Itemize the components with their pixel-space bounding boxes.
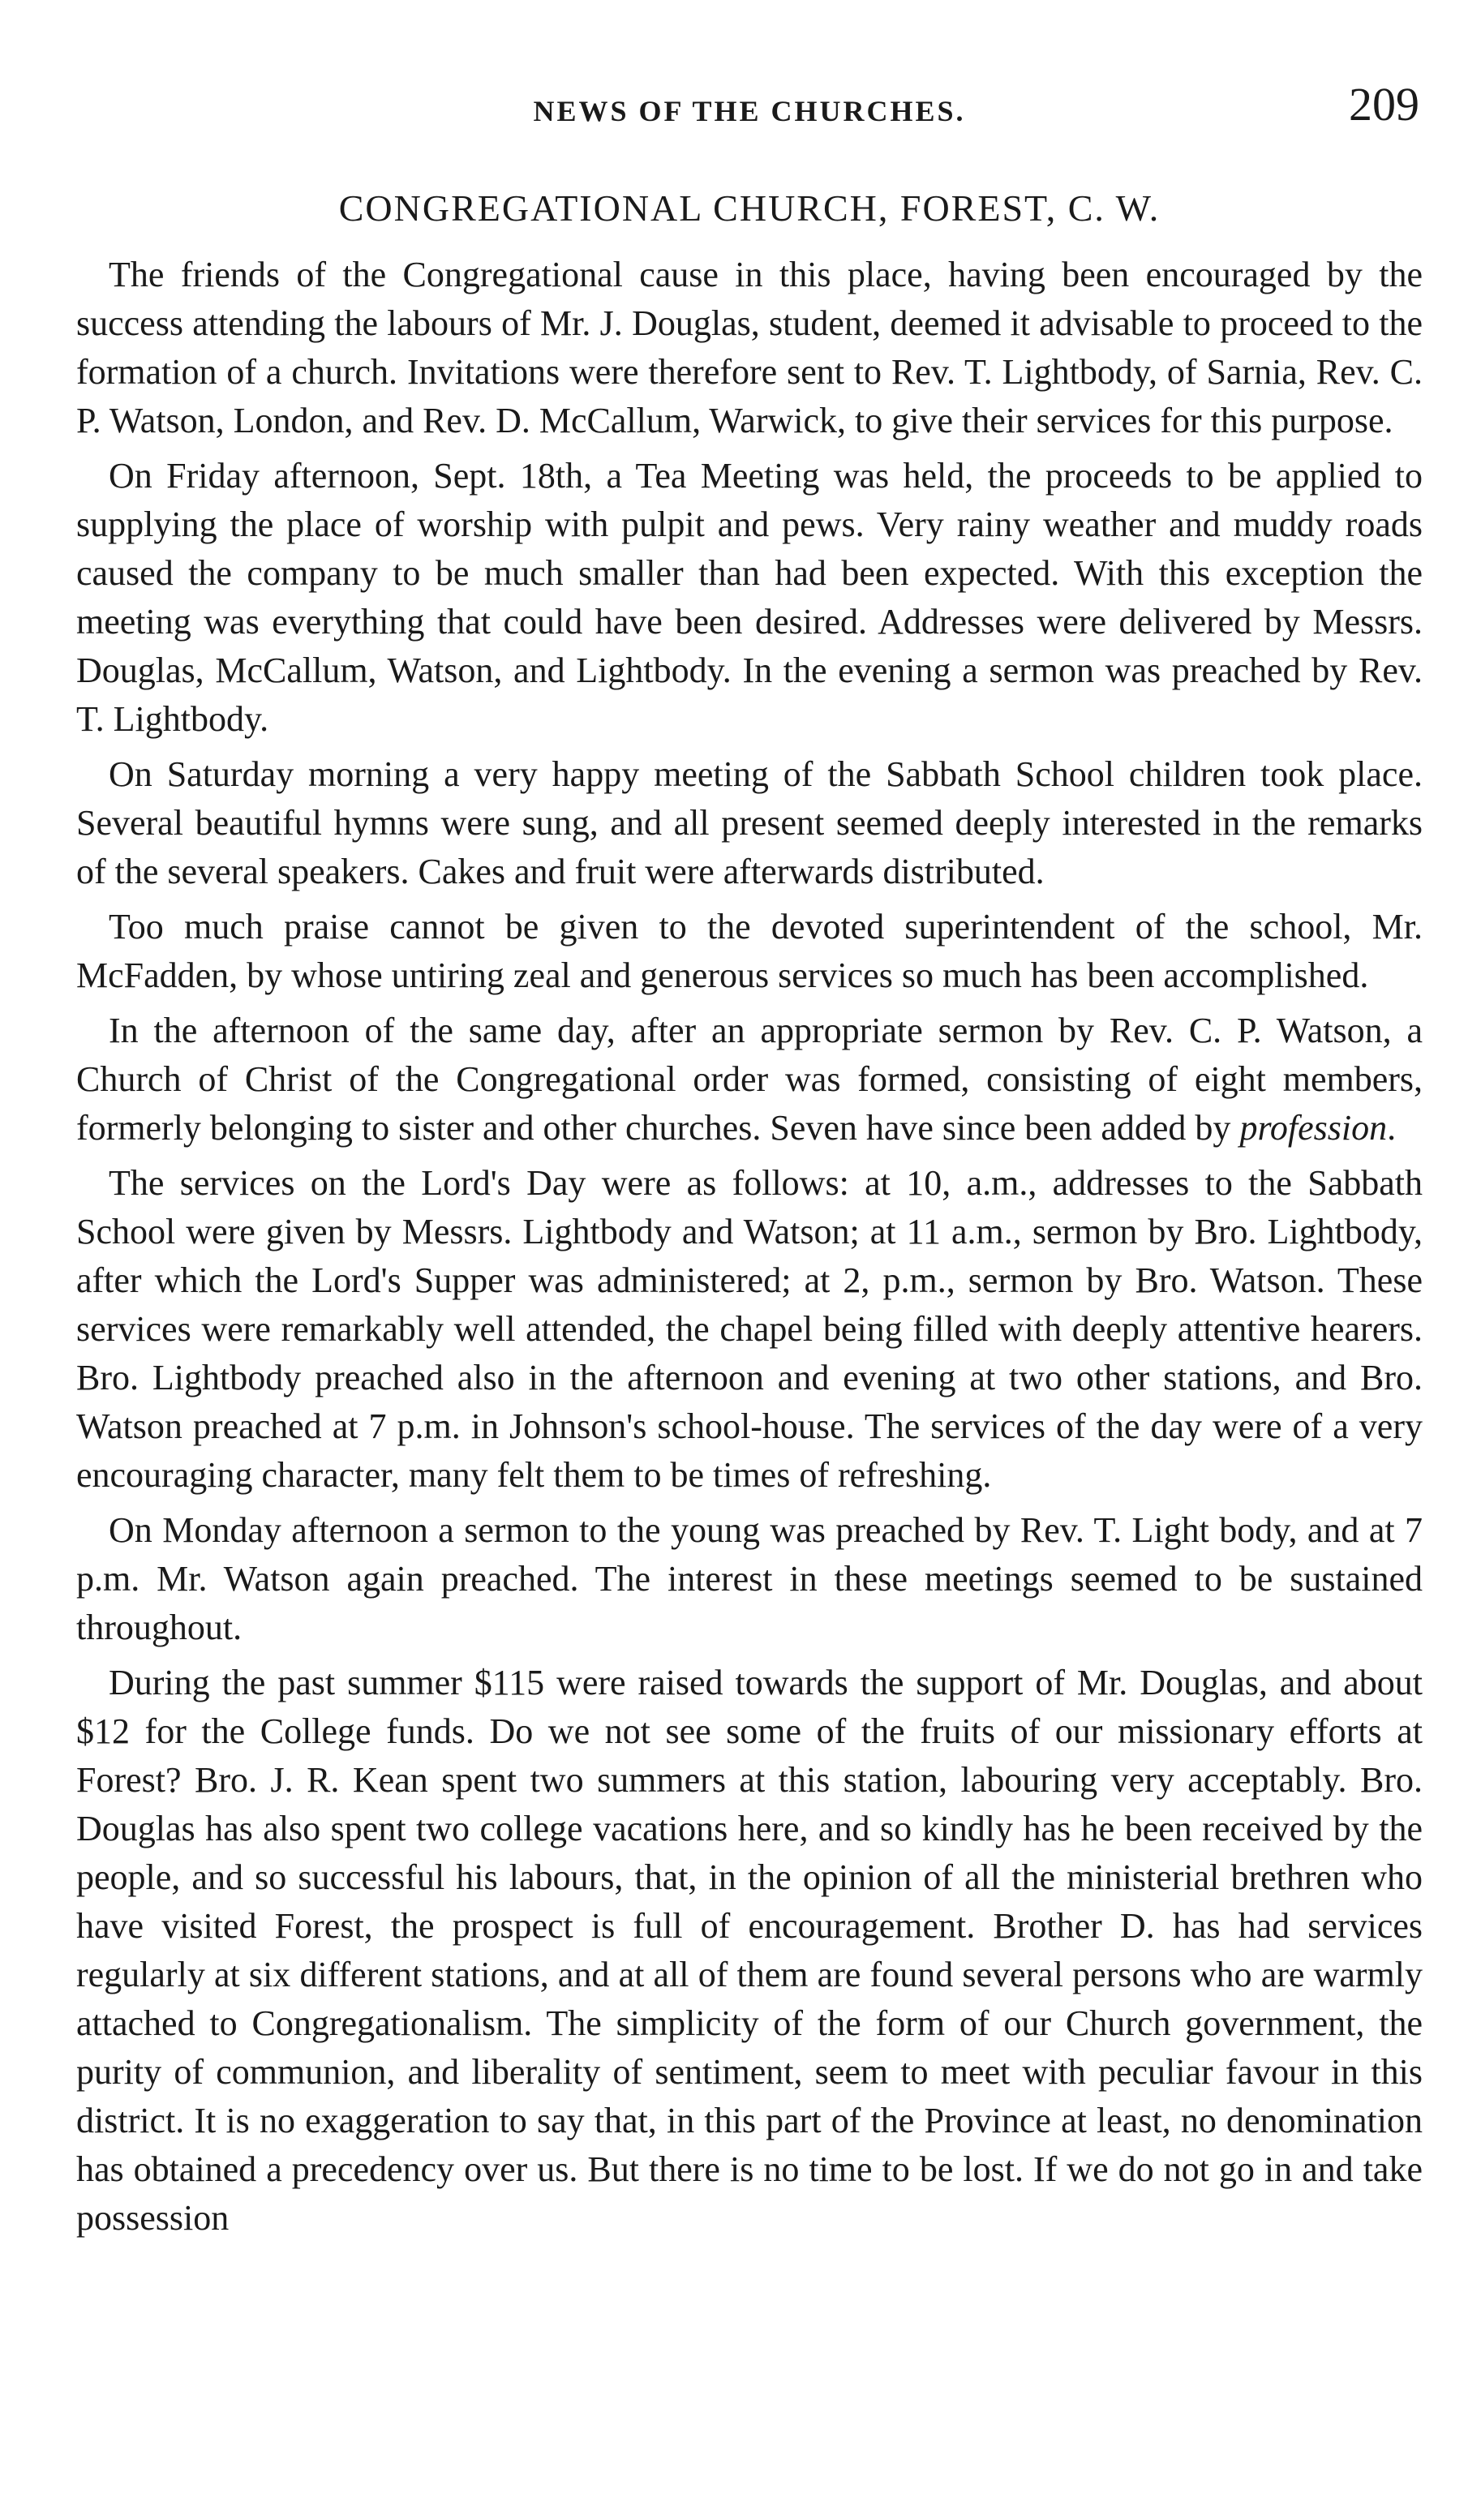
paragraph-monday: On Monday afternoon a sermon to the young was preached by Rev. T. Light body, and at 7 p.m. Mr. Watson again preached. The interest in these meetings seemed to be sustained throughout. bbox=[76, 1510, 1423, 1647]
paragraph-church-formation bbox=[76, 1007, 1423, 1153]
paragraph-lords-day: The services on the Lord's Day were as follows: at 10, a.m., addresses to the Sabbath School were given by Messrs. Lightbody and Watson; at 11 a.m., sermon by Bro. Lightbody, after which the Lord's Supper was administered; at 2, p.m., sermon by Bro. Watson. These services were remarkably well attended, the chapel being filled with deeply attentive hearers. Bro. Lightbody preached also in the afternoon and evening at two other stations, and Bro. Watson preached at 7 p.m. in Johnson's school-house. The services of the day were of a very encouraging character, many felt them to be times of refreshing. bbox=[76, 1163, 1423, 1495]
paragraph-superintendent: Too much praise cannot be given to the devoted superintendent of the school, Mr. McFadden, by whose untiring zeal and generous services so much has been accomplished. bbox=[76, 907, 1423, 995]
paragraph-tea-meeting: On Friday afternoon, Sept. 18th, a Tea Meeting was held, the proceeds to be applied to supplying the place of worship with pulpit and pews. Very rainy weather and muddy roads caused the company to be much smaller than had been expected. With this exception the meeting was everything that could have been desired. Addresses were delivered by Messrs. Douglas, McCallum, Watson, and Lightbody. In the evening a sermon was preached by Rev. T. Lightbody. bbox=[76, 456, 1423, 739]
paragraph-funds-and-prospects: During the past summer $115 were raised towards the support of Mr. Douglas, and about $12 for the College funds. Do we not see some of the fruits of our missionary efforts at Forest? Bro. J. R. Kean spent two summers at this station, labouring very acceptably. Bro. Douglas has also spent two college vacations here, and so kindly has he been received by the people, and so successful his labours, that, in the opinion of all the ministerial brethren who have visited Forest, the prospect is full of encouragement. Brother D. has had services regularly at six different stations, and at all of them are found several persons who are warmly attached to Congregationalism. The simplicity of the form of our Church government, the purity of communion, and liberality of sentiment, seem to meet with peculiar favour in this district. It is no exaggeration to say that, in this part of the Province at least, no denomination has obtained a precedency over us. But there is no time to be lost. If we do not go in and take possession bbox=[76, 1663, 1423, 2238]
page-number: 209 bbox=[1349, 81, 1419, 131]
formation-end: . bbox=[1387, 1108, 1397, 1148]
paragraph-sabbath-school: On Saturday morning a very happy meeting of the Sabbath School children took place. Several beautiful hymns were sung, and all present seemed deeply interested in the remarks of the several speakers. Cakes and fruit were afterwards distributed. bbox=[76, 754, 1423, 891]
running-header bbox=[76, 81, 1423, 138]
formation-italic-word: profession bbox=[1239, 1108, 1388, 1148]
running-title: NEWS OF THE CHURCHES. bbox=[533, 95, 966, 127]
paragraph-invitation: The friends of the Congregational cause in this place, having been encouraged by the success attending the labours of Mr. J. Douglas, student, deemed it advisable to proceed to the formation of a church. Invitations were therefore sent to Rev. T. Lightbody, of Sarnia, Rev. C. P. Watson, London, and Rev. D. McCallum, Warwick, to give their services for this purpose. bbox=[76, 255, 1423, 440]
formation-text: In the afternoon of the same day, after an appropriate sermon by Rev. C. P. Watson, a Church of Christ of the Congregational order was formed, consisting of eight members, formerly belonging to sister and other churches. Seven have since been added by bbox=[76, 1011, 1423, 1148]
book-page bbox=[76, 81, 1423, 2482]
article-title: CONGREGATIONAL CHURCH, FOREST, C. W. bbox=[338, 187, 1161, 229]
